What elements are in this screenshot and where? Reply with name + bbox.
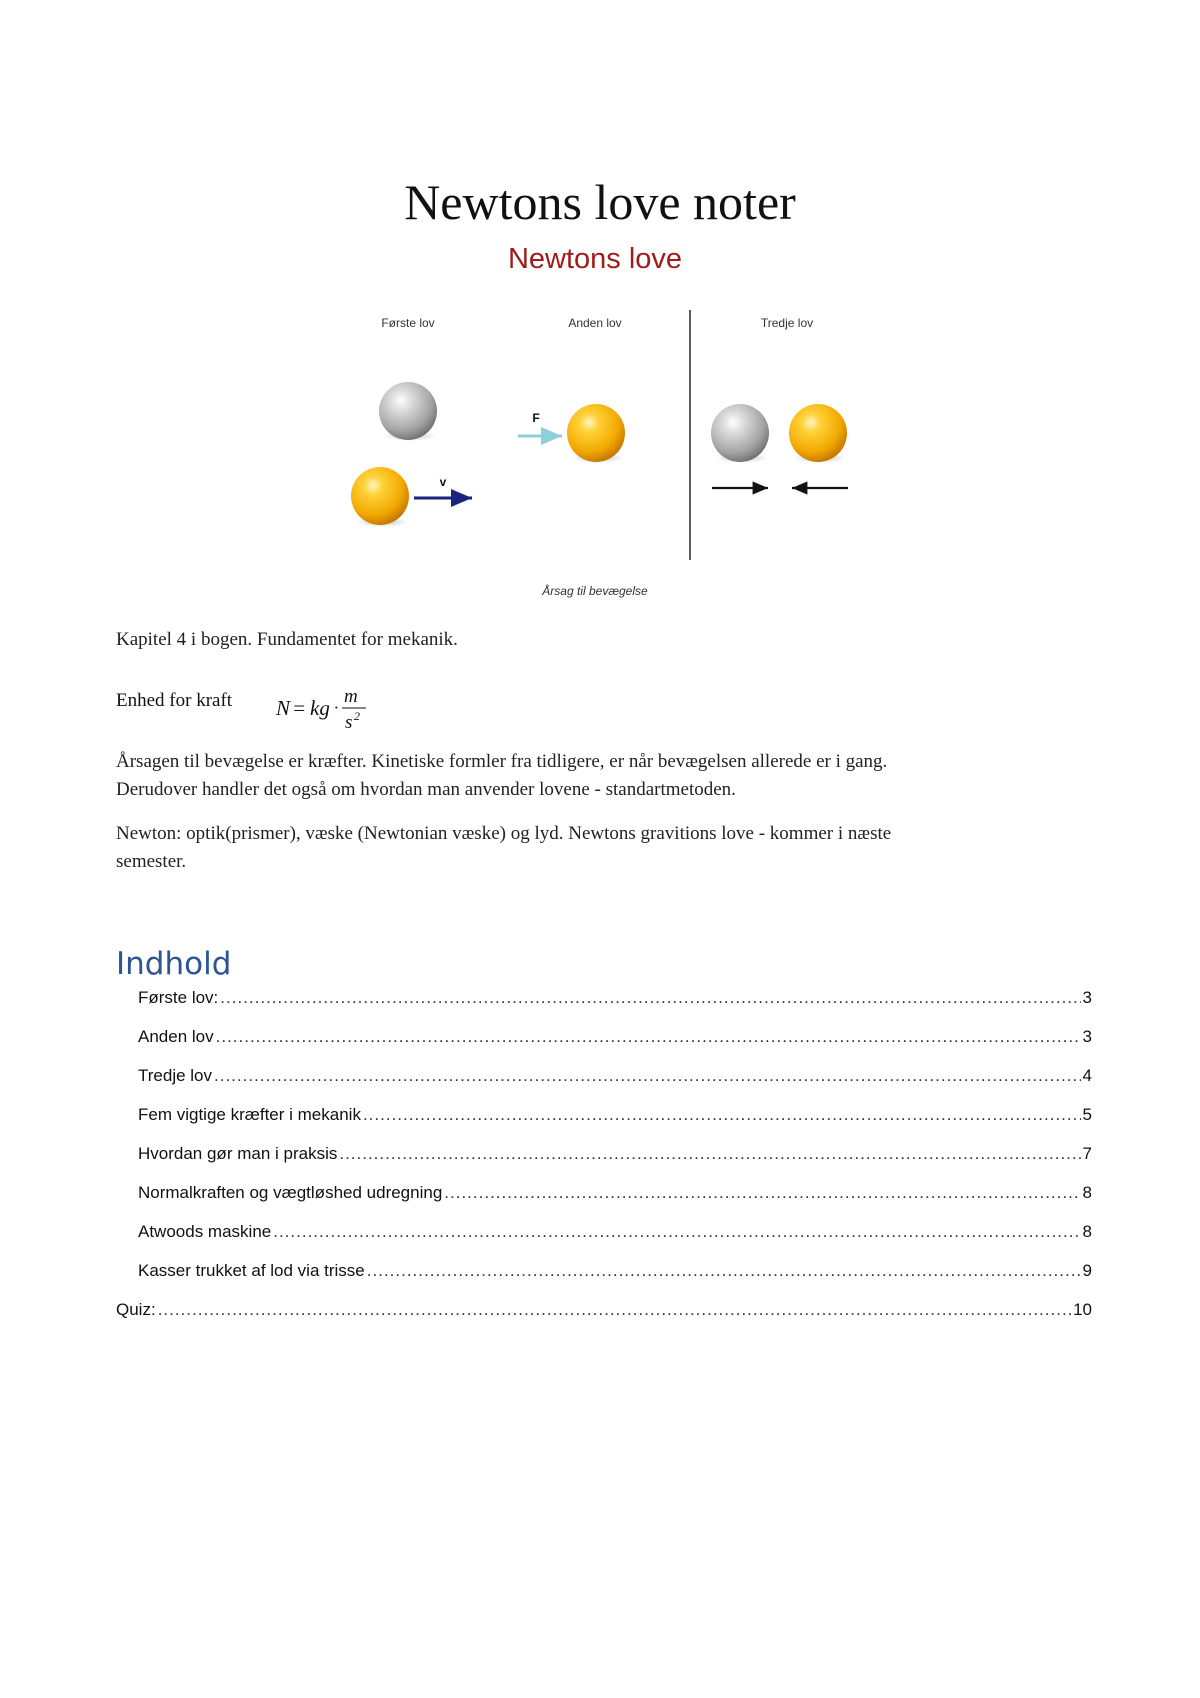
orange-ball-icon <box>789 404 847 462</box>
toc-entry[interactable] <box>116 1300 1092 1326</box>
toc-entry-title: Første lov: <box>138 988 219 1007</box>
toc-leader-dots <box>444 1183 1080 1203</box>
toc-entry-title: Anden lov <box>138 1027 214 1046</box>
toc-entry-title: Atwoods maskine <box>138 1222 272 1241</box>
toc-leader-dots <box>158 1300 1071 1320</box>
toc-entry-page: 3 <box>1082 1027 1092 1046</box>
formula-dot: · <box>334 698 339 717</box>
paragraph-newton-line-2: semester. <box>116 851 187 872</box>
third-law-label: Tredje lov <box>760 316 814 330</box>
toc-entry[interactable] <box>138 1105 1092 1131</box>
toc-entry-title: Normalkraften og vægtløshed udregning <box>138 1183 443 1202</box>
figure-caption: Årsag til bevægelse <box>542 584 648 598</box>
paragraph-newton-line-1: Newton: optik(prismer), væske (Newtonian væske) og lyd. Newtons gravitions love - kommer i næste <box>116 823 892 844</box>
toc-entry-page: 5 <box>1082 1105 1092 1124</box>
figure-heading: Newtons love <box>507 243 683 275</box>
paragraph-causes-line-2: Derudover handler det også om hvordan man anvender lovene - standartmetoden. <box>116 779 736 800</box>
toc-leader-dots <box>367 1261 1081 1281</box>
force-unit-formula <box>274 680 394 740</box>
toc-entry-page: 9 <box>1082 1261 1092 1280</box>
toc-entry[interactable] <box>138 1027 1092 1053</box>
paragraph-causes-line-1: Årsagen til bevægelse er kræfter. Kinetiske formler fra tidligere, er når bevægelsen allerede er i gang. <box>116 751 888 772</box>
toc-entry[interactable] <box>138 1066 1092 1092</box>
toc-entry-page: 8 <box>1082 1222 1092 1241</box>
toc-entry-title: Tredje lov <box>138 1066 213 1085</box>
toc-heading: Indhold <box>116 946 232 982</box>
toc-entry-page: 8 <box>1082 1183 1092 1202</box>
toc-leader-dots <box>220 988 1080 1008</box>
first-law-label: Første lov <box>381 316 435 330</box>
toc-leader-dots <box>363 1105 1081 1125</box>
gray-ball-icon <box>711 404 769 462</box>
paragraph-chapter: Kapitel 4 i bogen. Fundamentet for mekanik. <box>116 629 458 650</box>
toc-entry[interactable] <box>138 1222 1092 1248</box>
document-title: Newtons love noter <box>404 174 796 230</box>
formula-eq: = <box>292 696 307 720</box>
toc-entry[interactable] <box>138 1183 1092 1209</box>
formula-numerator: m <box>344 686 358 707</box>
formula-denominator: s <box>345 712 353 733</box>
toc-entry-page: 7 <box>1082 1144 1092 1163</box>
toc-entry-title: Quiz: <box>116 1300 156 1319</box>
toc-entry-page: 4 <box>1082 1066 1092 1085</box>
toc-leader-dots <box>339 1144 1080 1164</box>
formula-kg: kg <box>310 696 330 720</box>
paragraph-newton <box>116 820 1076 876</box>
gray-ball-icon <box>379 382 437 440</box>
toc-entry-title: Kasser trukket af lod via trisse <box>138 1261 365 1280</box>
toc-leader-dots <box>273 1222 1080 1242</box>
orange-ball-icon <box>567 404 625 462</box>
toc-entry-page: 10 <box>1073 1300 1092 1319</box>
newtons-laws-figure <box>330 236 870 606</box>
formula-lhs: N <box>276 696 291 720</box>
force-label: F <box>532 411 540 425</box>
toc-entry-title: Fem vigtige kræfter i mekanik <box>138 1105 361 1124</box>
orange-ball-icon <box>351 467 409 525</box>
toc-entry-title: Hvordan gør man i praksis <box>138 1144 338 1163</box>
second-law-label: Anden lov <box>568 316 622 330</box>
toc-entry[interactable] <box>138 1261 1092 1287</box>
paragraph-causes <box>116 748 1076 804</box>
toc-entry[interactable] <box>138 1144 1092 1170</box>
unit-label: Enhed for kraft <box>116 690 233 711</box>
toc-leader-dots <box>214 1066 1081 1086</box>
formula-exponent: 2 <box>354 709 360 723</box>
toc-entry-page: 3 <box>1082 988 1092 1007</box>
velocity-label: v <box>439 475 447 489</box>
toc-entry[interactable] <box>138 988 1092 1014</box>
toc-leader-dots <box>216 1027 1081 1047</box>
